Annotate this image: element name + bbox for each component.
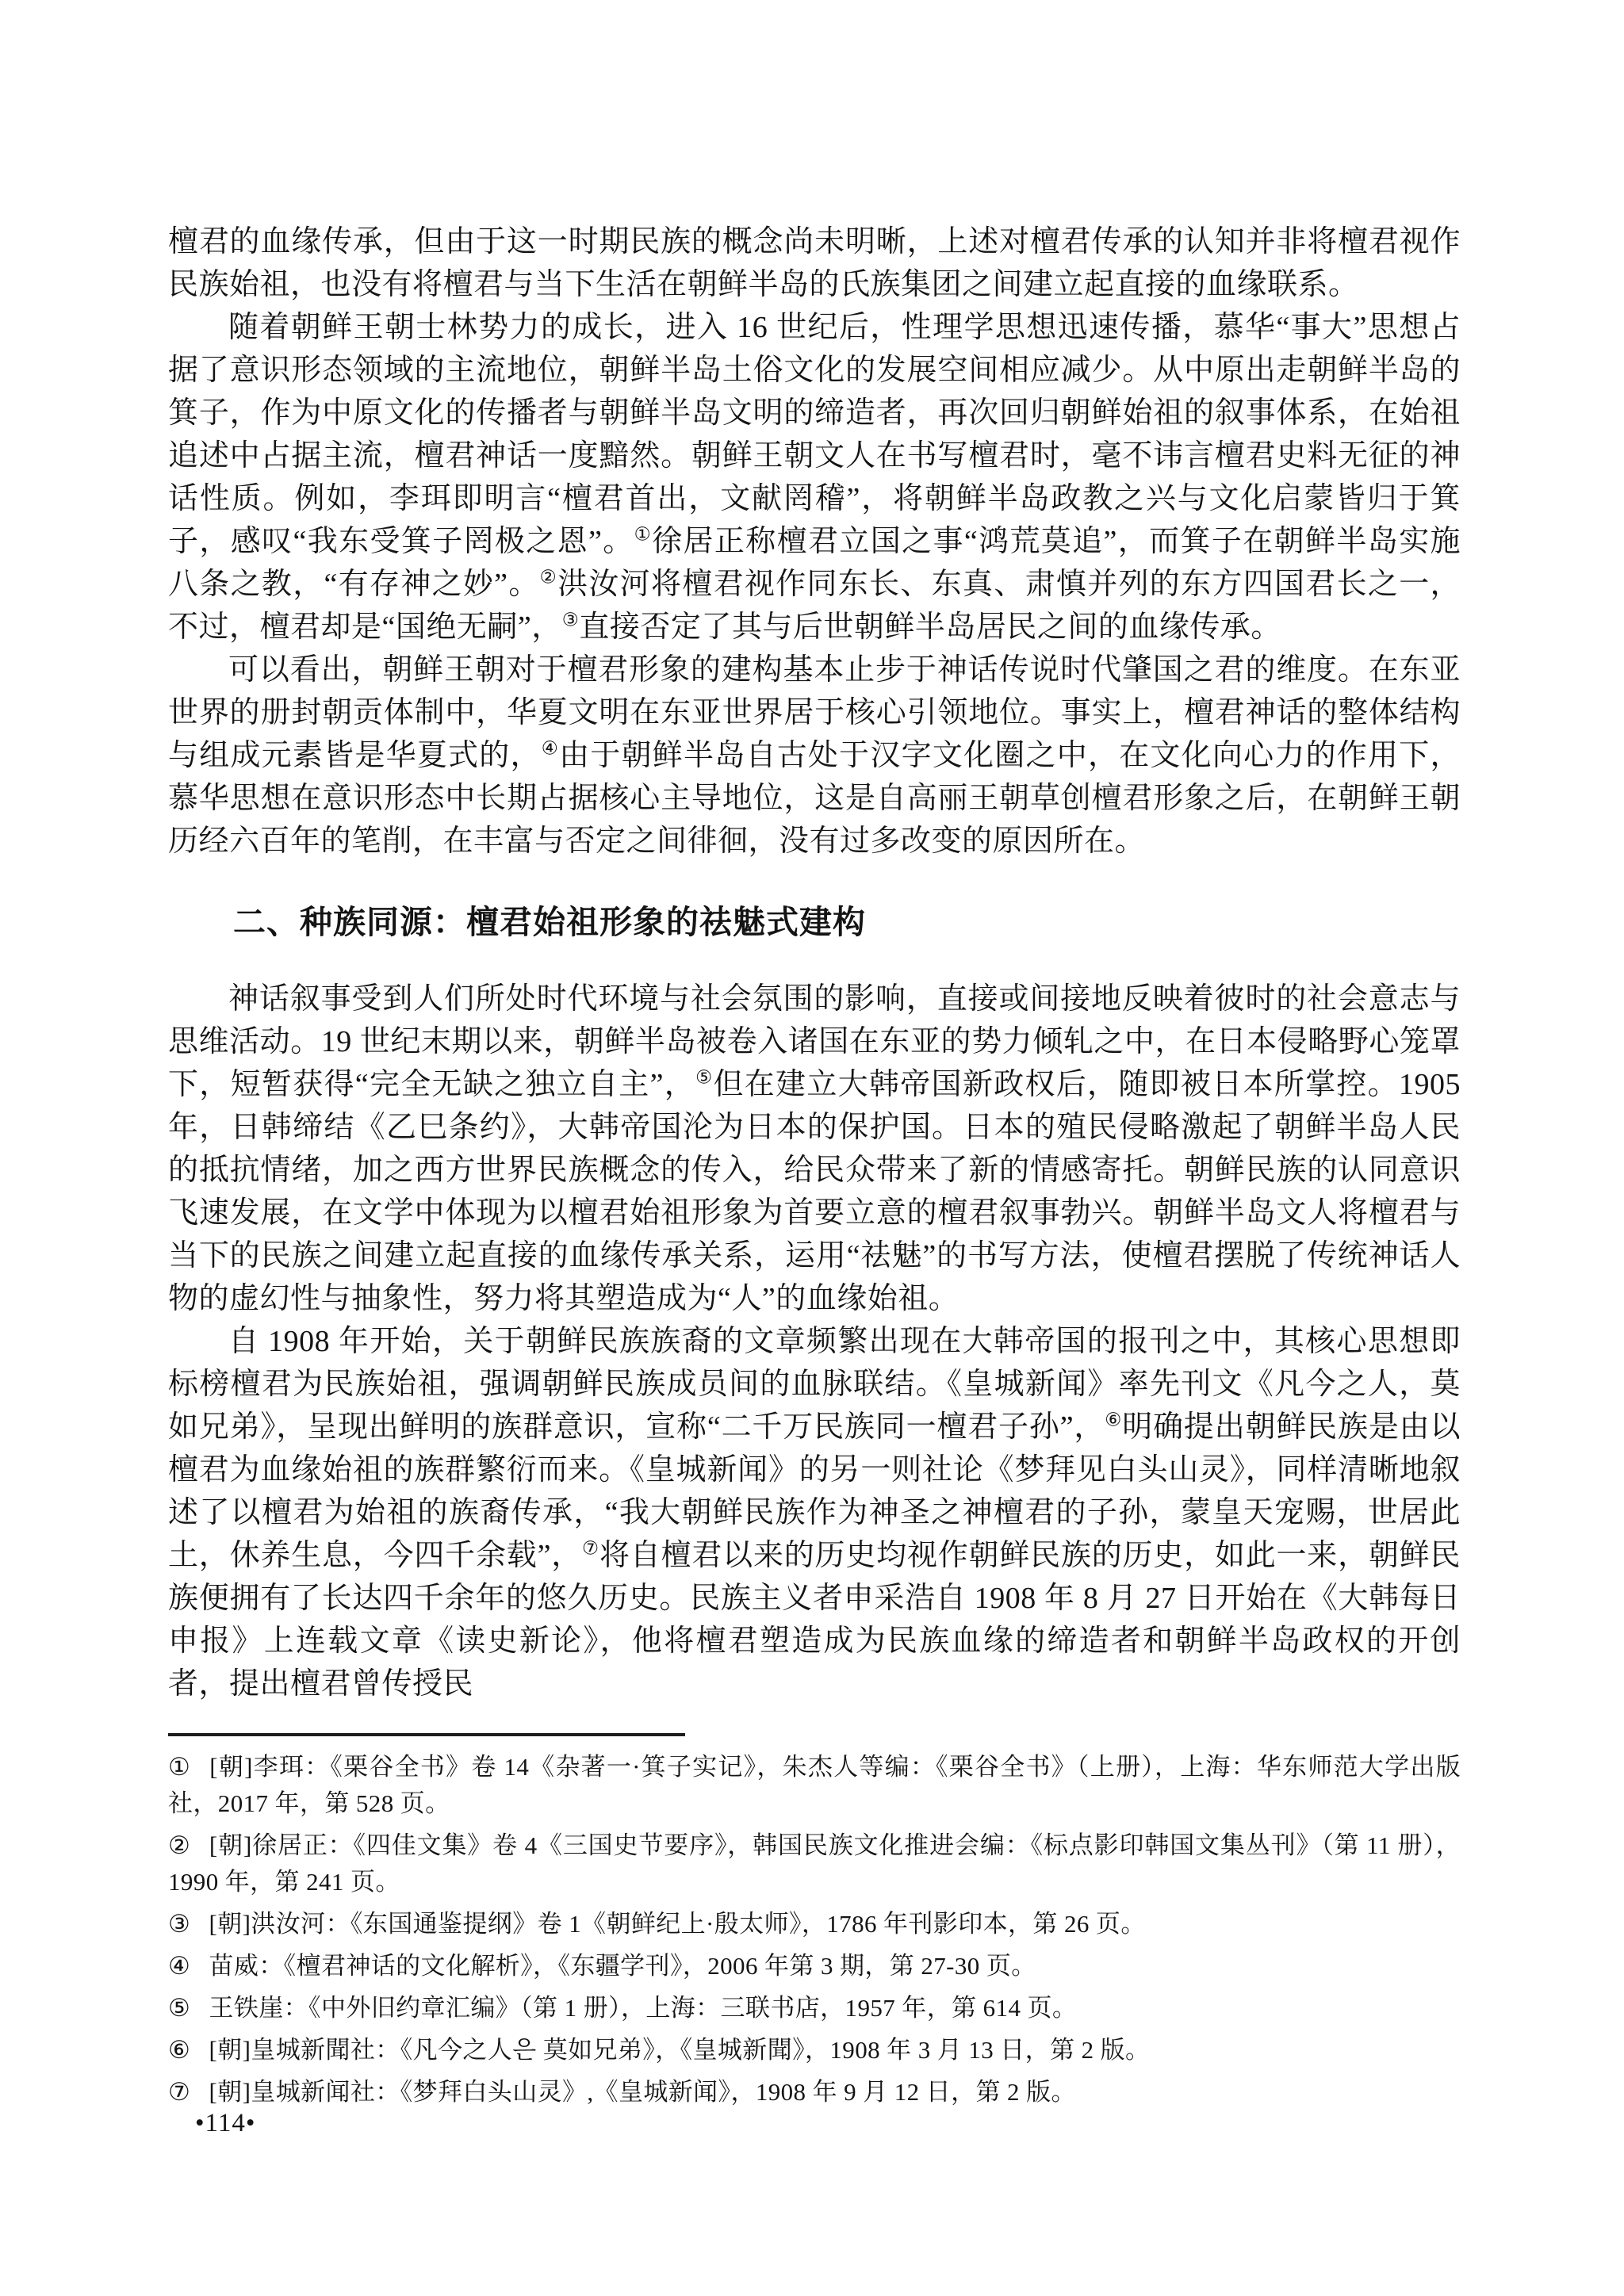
footnote — [168, 1749, 1461, 1822]
body-text: 自 1908 年开始，关于朝鲜民族族裔的文章频繁出现在大韩帝国的报刊之中，其核心思想即标榜檀君为民族始祖，强调朝鲜民族成员间的血脉联结。《皇城新闻》率先刊文《凡今之人，莫如兄弟》，呈现出鲜明的族群意识，宣称“二千万民族同一檀君子孙”， — [168, 1325, 1461, 1444]
body-text: 由于朝鲜半岛自古处于汉字文化圈之中，在文化向心力的作用下，慕华思想在意识形态中长期占据核心主导地位，这是自高丽王朝草创檀君形象之后，在朝鲜王朝历经六百年的笔削，在丰富与否定之间徘徊，没有过多改变的原因所在。 — [168, 739, 1461, 858]
body-text: 直接否定了其与后世朝鲜半岛居民之间的血缘传承。 — [579, 610, 1281, 644]
footnote-separator-rule — [168, 1733, 685, 1736]
footnote-number: ④ — [168, 1952, 191, 1980]
footnote-number: ① — [168, 1753, 192, 1781]
footnote-reference-mark: ⑥ — [1105, 1410, 1123, 1431]
footnote-text: 王铁崖：《中外旧约章汇编》（第 1 册），上海：三联书店，1957 年，第 614 页。 — [209, 1994, 1078, 2022]
paragraph — [168, 649, 1461, 863]
footnote — [168, 2032, 1461, 2068]
footnote — [168, 1948, 1461, 1984]
footnote — [168, 2074, 1461, 2110]
footnote-reference-mark: ③ — [561, 610, 580, 631]
footnote — [168, 1990, 1461, 2026]
footnote — [168, 1827, 1461, 1900]
footnote-reference-mark: ⑤ — [695, 1067, 714, 1089]
body-text: 但在建立大韩帝国新政权后，随即被日本所掌控。1905 年，日韩缔结《乙巳条约》，大韩帝国沦为日本的保护国。日本的殖民侵略激起了朝鲜半岛人民的抵抗情绪，加之西方世界民族概念的传入，给民众带来了新的情感寄托。朝鲜民族的认同意识飞速发展，在文学中体现为以檀君始祖形象为首要立意的檀君叙事勃兴。朝鲜半岛文人将檀君与当下的民族之间建立起直接的血缘传承关系，运用“祛魅”的书写方法，使檀君摆脱了传统神话人物的虚幻性与抽象性，努力将其塑造成为“人”的血缘始祖。 — [168, 1068, 1461, 1315]
paragraph-continuation — [168, 220, 1461, 306]
footnote — [168, 1906, 1461, 1942]
paragraph — [168, 1320, 1461, 1705]
footnote-number: ⑥ — [168, 2036, 191, 2064]
footnote-text: [朝]徐居正：《四佳文集》卷 4《三国史节要序》，韩国民族文化推进会编：《标点影印韩国文集丛刊》（第 11 册），1990 年，第 241 页。 — [168, 1831, 1461, 1896]
body-text: 明确提出朝鲜民族是由以檀君为血缘始祖的族群繁衍而来。《皇城新闻》的另一则社论《梦拜见白头山灵》，同样清晰地叙述了以檀君为始祖的族裔传承，“我大朝鲜民族作为神圣之神檀君的子孙，蒙皇天宠赐，世居此土，休养生息，今四千余载”， — [168, 1410, 1461, 1572]
footnote-reference-mark: ① — [634, 524, 653, 545]
footnote-reference-mark: ⑦ — [582, 1538, 599, 1559]
page-number: •114• — [195, 2109, 256, 2137]
footnote-reference-mark: ② — [539, 567, 558, 588]
body-text: 洪汝河将檀君视作同东长、东真、肃慎并列的东方四国君长之一，不过，檀君却是“国绝无嗣”， — [168, 568, 1461, 644]
paragraph — [168, 978, 1461, 1320]
body-text: 随着朝鲜王朝士林势力的成长，进入 16 世纪后，性理学思想迅速传播，慕华“事大”思想占据了意识形态领域的主流地位，朝鲜半岛土俗文化的发展空间相应减少。从中原出走朝鲜半岛的箕子，作为中原文化的传播者与朝鲜半岛文明的缔造者，再次回归朝鲜始祖的叙事体系，在始祖追述中占据主流，檀君神话一度黯然。朝鲜王朝文人在书写檀君时，毫不讳言檀君史料无征的神话性质。例如，李珥即明言“檀君首出，文献罔稽”，将朝鲜半岛政教之兴与文化启蒙皆归于箕子，感叹“我东受箕子罔极之恩”。 — [168, 311, 1461, 558]
footnote-section — [168, 1733, 1461, 2116]
footnote-text: [朝]皇城新聞社：《凡今之人은 莫如兄弟》，《皇城新聞》，1908 年 3 月 13 日，第 2 版。 — [209, 2036, 1151, 2064]
footnote-text: [朝]洪汝河：《东国通鉴提纲》卷 1《朝鲜纪上·殷太师》，1786 年刊影印本，第 26 页。 — [209, 1910, 1146, 1938]
footnote-number: ② — [168, 1831, 191, 1859]
footnote-number: ③ — [168, 1910, 191, 1938]
footnote-text: [朝]李珥：《栗谷全书》卷 14《杂著一·箕子实记》，朱杰人等编：《栗谷全书》（上册），上海：华东师范大学出版社，2017 年，第 528 页。 — [168, 1753, 1461, 1817]
body-text: 将自檀君以来的历史均视作朝鲜民族的历史，如此一来，朝鲜民族便拥有了长达四千余年的悠久历史。民族主义者申采浩自 1908 年 8 月 27 日开始在《大韩每日申报》上连载文章《读史新论》，他将檀君塑造成为民族血缘的缔造者和朝鲜半岛政权的开创者，提出檀君曾传授民 — [168, 1539, 1461, 1701]
footnote-text: [朝]皇城新闻社：《梦拜白头山灵》,《皇城新闻》，1908 年 9 月 12 日，第 2 版。 — [209, 2078, 1076, 2106]
body-text: 可以看出，朝鲜王朝对于檀君形象的建构基本止步于神话传说时代肇国之君的维度。在东亚世界的册封朝贡体制中，华夏文明在东亚世界居于核心引领地位。事实上，檀君神话的整体结构与组成元素皆是华夏式的， — [168, 653, 1461, 772]
footnote-number: ⑤ — [168, 1994, 191, 2022]
body-text: 徐居正称檀君立国之事“鸿荒莫追”，而箕子在朝鲜半岛实施八条之教，“有存神之妙”。 — [168, 525, 1461, 601]
article-body — [168, 220, 1461, 1705]
footnote-number: ⑦ — [168, 2078, 191, 2106]
body-text: 檀君的血缘传承，但由于这一时期民族的概念尚未明晰，上述对檀君传承的认知并非将檀君视作民族始祖，也没有将檀君与当下生活在朝鲜半岛的氏族集团之间建立起直接的血缘联系。 — [168, 225, 1461, 301]
paragraph — [168, 306, 1461, 649]
section-heading: 二、种族同源：檀君始祖形象的祛魅式建构 — [233, 904, 866, 940]
footnote-reference-mark: ④ — [541, 738, 560, 760]
body-text: 神话叙事受到人们所处时代环境与社会氛围的影响，直接或间接地反映着彼时的社会意志与思维活动。19 世纪末期以来，朝鲜半岛被卷入诸国在东亚的势力倾轧之中，在日本侵略野心笼罩下，短暂获得“完全无缺之独立自主”， — [168, 982, 1461, 1101]
footnote-text: 苗威：《檀君神话的文化解析》，《东疆学刊》，2006 年第 3 期，第 27-30 页。 — [209, 1952, 1036, 1980]
